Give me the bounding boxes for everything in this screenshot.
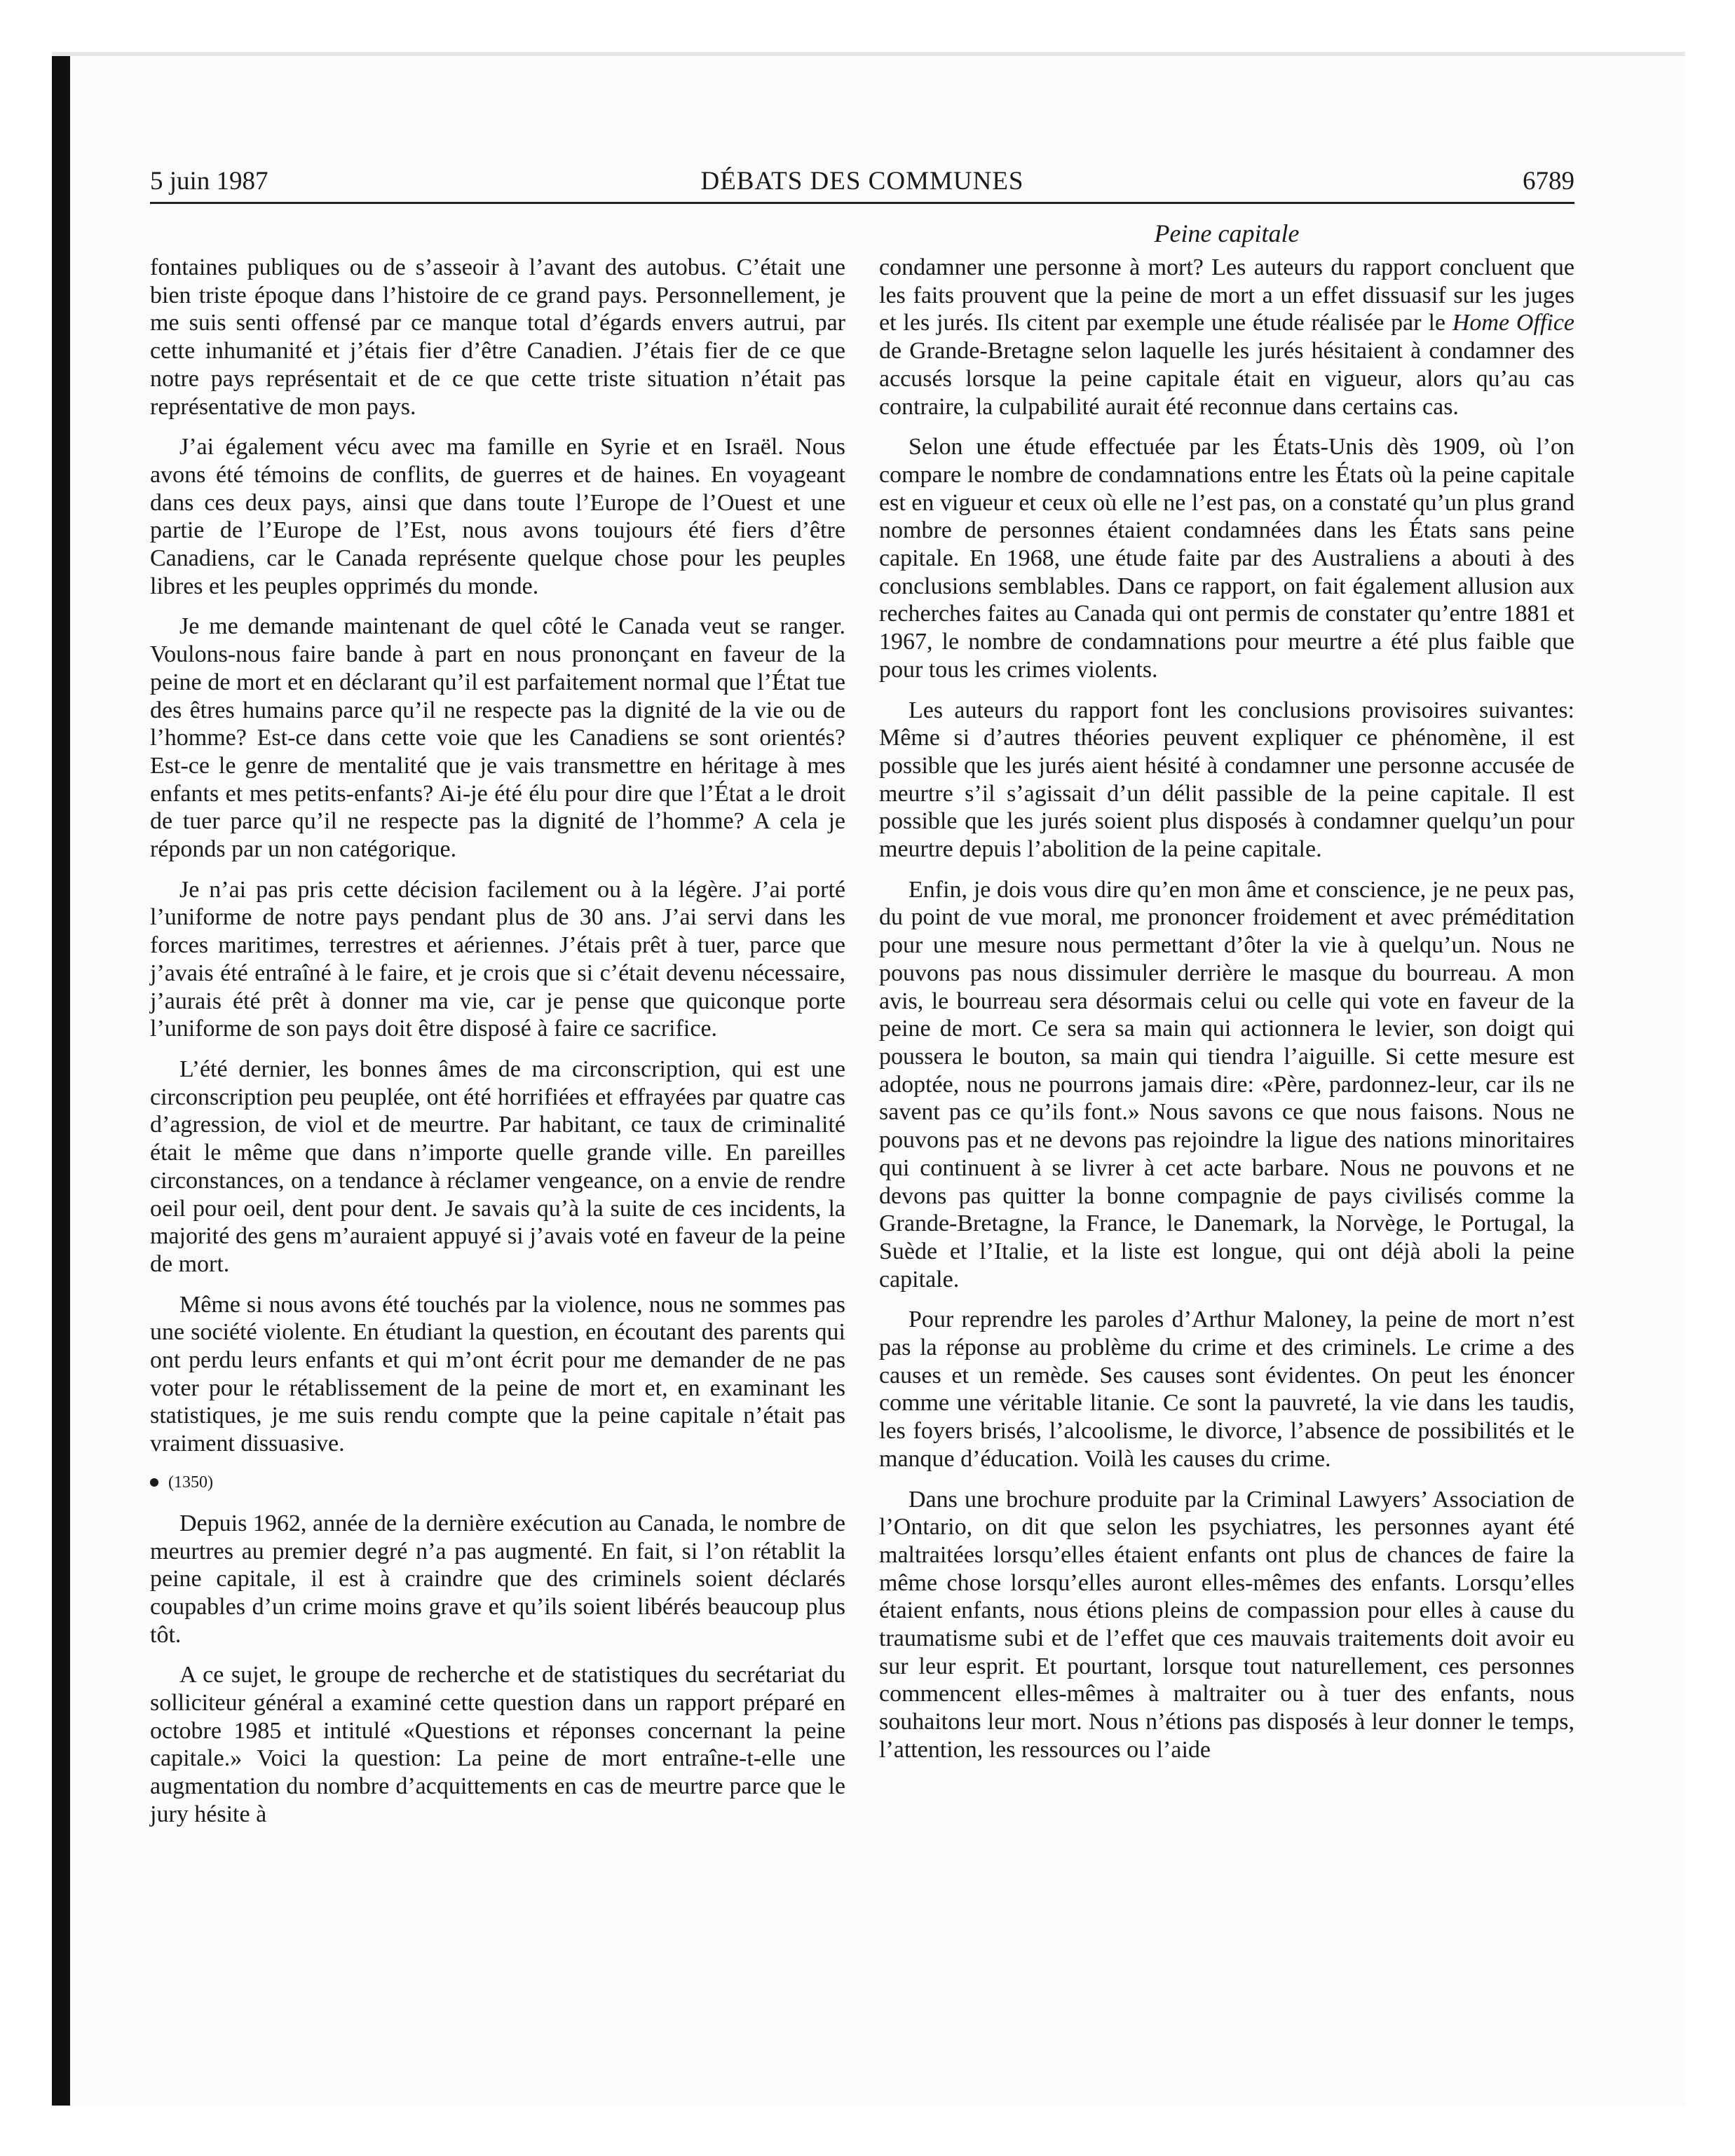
paragraph: Pour reprendre les paroles d’Arthur Maloney, la peine de mort n’est pas la réponse au problème du crime et des criminels. Le crime a des causes et un remède. Ses causes sont évidentes. On peut les énoncer comme une véritable litanie. Ce sont la pauvreté, la vie dans les taudis, les foyers brisés, l’alcoolisme, le divorce, l’absence de possibilités et le manque d’éducation. Voilà les causes du crime. [879, 1306, 1574, 1472]
bullet-icon [150, 1478, 158, 1487]
paragraph: Je me demande maintenant de quel côté le Canada veut se ranger. Voulons-nous faire bande à part en nous prononçant en faveur de la peine de mort et en déclarant qu’il est parfaitement normal que l’État tue des êtres humains parce qu’il ne respecte pas la dignité de la vie ou de l’homme? Est-ce dans cette voie que les Canadiens se sont orientés? Est-ce le genre de mentalité que je vais transmettre en héritage à mes enfants et mes petits-enfants? Ai-je été élu pour dire que l’État a le droit de tuer parce qu’il ne respecte pas la dignité de l’homme? A cela je réponds par un non catégorique. [150, 613, 845, 863]
paragraph: fontaines publiques ou de s’asseoir à l’avant des autobus. C’était une bien triste époque dans l’histoire de ce grand pays. Personnellement, je me suis senti offensé par ce manque total d’égards envers autrui, par cette inhumanité et j’étais fier d’être Canadien. J’étais fier de ce que notre pays représentait et de ce que cette triste situation n’était pas représentative de mon pays. [150, 254, 845, 420]
header-page-number: 6789 [1523, 167, 1574, 196]
paragraph: Selon une étude effectuée par les États-Unis dès 1909, où l’on compare le nombre de condamnations entre les États où la peine capitale est en vigueur et ceux où elle ne l’est pas, on a constaté qu’un plus grand nombre de personnes étaient condamnées dans les États sans peine capitale. En 1968, une étude faite par des Australiens a abouti à des conclusions semblables. Dans ce rapport, on fait également allusion aux recherches faites au Canada qui ont permis de constater qu’entre 1881 et 1967, le nombre de condamnations pour meurtre a été plus faible que pour tous les crimes violents. [879, 434, 1574, 683]
text-run: de Grande-Bretagne selon laquelle les jurés hésitaient à condamner des accusés lorsque la peine capitale était en vigueur, alors qu’au cas contraire, la culpabilité aurait été reconnue dans certains cas. [879, 338, 1574, 420]
paragraph: Dans une brochure produite par la Criminal Lawyers’ Association de l’Ontario, on dit que selon les psychiatres, les personnes ayant été maltraitées lorsqu’elles étaient enfants ont plus de chances de faire la même chose lorsqu’elles auront elles-mêmes des enfants. Lorsqu’elles étaient enfants, nous étions pleins de compassion pour elles à cause du traumatisme subi et de l’effet que ces mauvais traitements doit avoir eu sur leur esprit. Et pourtant, lorsque tout naturellement, ces personnes commencent elles-mêmes à maltraiter ou à tuer des enfants, nous souhaitons leur mort. Nous n’étions pas disposés à leur donner le temps, l’attention, les ressources ou l’aide [879, 1486, 1574, 1763]
time-marker [150, 1471, 845, 1494]
left-column [150, 254, 845, 1841]
italic-text: Home Office [1452, 310, 1574, 336]
section-title: Peine capitale [1154, 219, 1300, 247]
paragraph: Les auteurs du rapport font les conclusions provisoires suivantes: Même si d’autres théories peuvent expliquer ce phénomène, il est possible que les jurés aient hésité à condamner une personne accusée de meurtre s’il s’agissait d’un délit passible de la peine capitale. Il est possible que les jurés soient plus disposés à condamner quelqu’un pour meurtre depuis l’abolition de la peine capitale. [879, 697, 1574, 863]
header-publication: DÉBATS DES COMMUNES [700, 167, 1024, 196]
right-column [879, 254, 1574, 1777]
header-date: 5 juin 1987 [150, 167, 268, 196]
running-header [150, 163, 1574, 200]
paragraph: Enfin, je dois vous dire qu’en mon âme et conscience, je ne peux pas, du point de vue moral, me prononcer froidement et avec préméditation pour une mesure nous permettant d’ôter la vie à quelqu’un. Nous ne pouvons pas nous dissimuler derrière le masque du bourreau. A mon avis, le bourreau sera désormais celui ou celle qui vote en faveur de la peine de mort. Ce sera sa main qui actionnera le levier, son doigt qui poussera le bouton, sa main qui tiendra l’aiguille. Si cette mesure est adoptée, nous ne pourrons jamais dire: «Père, pardonnez-leur, car ils ne savent pas ce qu’ils font.» Nous savons ce que nous faisons. Nous ne pouvons pas et ne devons pas rejoindre la ligue des nations minoritaires qui continuent à se livrer à cet acte barbare. Nous ne pouvons et ne devons pas quitter la bonne compagnie de pays civilisés comme la Grande-Bretagne, la France, le Danemark, la Norvège, le Portugal, la Suède et l’Italie, et la liste est longue, qui ont déjà aboli la peine capitale. [879, 876, 1574, 1292]
paragraph: Même si nous avons été touchés par la violence, nous ne sommes pas une société violente. En étudiant la question, en écoutant des parents qui ont perdu leurs enfants et qui m’ont écrit pour me demander de ne pas voter pour le rétablissement de la peine de mort et, en examinant les statistiques, je me suis rendu compte que la peine capitale n’était pas vraiment dissuasive. [150, 1291, 845, 1457]
paragraph [879, 254, 1574, 421]
text-run: condamner une personne à mort? Les auteurs du rapport concluent que les faits prouvent que la peine de mort a un effet dissuasif sur les juges et les jurés. Ils citent par exemple une étude réalisée par le [879, 254, 1574, 336]
time-stamp: (1350) [168, 1473, 213, 1492]
paragraph: A ce sujet, le groupe de recherche et de statistiques du secrétariat du solliciteur général a examiné cette question dans un rapport préparé en octobre 1985 et intitulé «Questions et réponses concernant la peine capitale.» Voici la question: La peine de mort entraîne-t-elle une augmentation du nombre d’acquittements en cas de meurtre parce que le jury hésite à [150, 1662, 845, 1827]
paragraph: Depuis 1962, année de la dernière exécution au Canada, le nombre de meurtres au premier degré n’a pas augmenté. En fait, si l’on rétablit la peine capitale, il est à craindre que des criminels soient déclarés coupables d’un crime moins grave et qu’ils soient libérés beaucoup plus tôt. [150, 1510, 845, 1648]
paragraph: Je n’ai pas pris cette décision facilement ou à la légère. J’ai porté l’uniforme de notre pays pendant plus de 30 ans. J’ai servi dans les forces maritimes, terrestres et aériennes. J’étais prêt à tuer, parce que j’avais été entraîné à le faire, et je crois que si c’était devenu nécessaire, j’aurais été prêt à donner ma vie, car je pense que quiconque porte l’uniforme de son pays doit être disposé à faire ce sacrifice. [150, 876, 845, 1042]
paragraph: J’ai également vécu avec ma famille en Syrie et en Israël. Nous avons été témoins de conflits, de guerres et de haines. En voyageant dans ces deux pays, ainsi que dans toute l’Europe de l’Ouest et une partie de l’Europe de l’Est, nous avons toujours été fiers d’être Canadiens, car le Canada représente quelque chose pour les peuples libres et les peuples opprimés du monde. [150, 434, 845, 599]
header-rule [150, 202, 1574, 204]
scan-border-left [52, 52, 70, 2106]
paragraph: L’été dernier, les bonnes âmes de ma circonscription, qui est une circonscription peu peuplée, ont été horrifiées et effrayées par quatre cas d’agression, de viol et de meurtre. Par habitant, ce taux de criminalité était le même que dans n’importe quelle grande ville. En pareilles circonstances, on a tendance à réclamer vengeance, on a envie de rendre oeil pour oeil, dent pour dent. Je savais qu’à la suite de ces incidents, la majorité des gens m’auraient appuyé si j’avais voté en faveur de la peine de mort. [150, 1056, 845, 1277]
